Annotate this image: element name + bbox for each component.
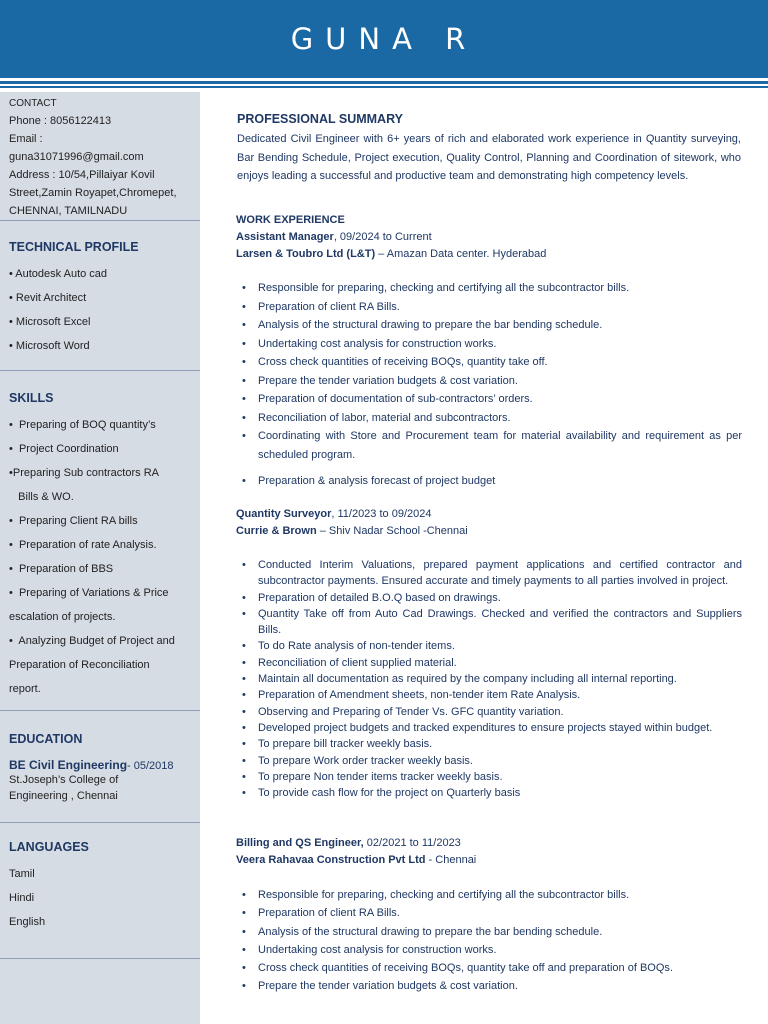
skill-line: Preparation of Reconciliation <box>9 659 150 671</box>
section-divider <box>0 370 200 371</box>
job-bullet: • Preparation of Amendment sheets, non-tender item Rate Analysis. <box>242 687 742 703</box>
section-divider <box>0 822 200 823</box>
header-stripe <box>0 78 768 88</box>
section-divider <box>0 220 200 221</box>
section-divider <box>0 710 200 711</box>
technical-profile-heading: TECHNICAL PROFILE <box>9 240 139 254</box>
language-item: Tamil <box>9 868 35 880</box>
job-company-line <box>236 523 742 539</box>
work-experience-block <box>236 212 742 262</box>
contact-section <box>9 96 199 220</box>
contact-email-label: Email : <box>9 133 43 145</box>
job-bullet: • To prepare Non tender items tracker weekly basis. <box>242 769 742 785</box>
job-bullet: • Preparation of client RA Bills. <box>242 904 742 922</box>
stripe-line <box>0 81 768 84</box>
technical-profile-item: • Microsoft Word <box>9 340 90 352</box>
job-company: Veera Rahavaa Construction Pvt Ltd <box>236 854 426 866</box>
skills-section <box>9 391 199 701</box>
job-bullet: • Prepare the tender variation budgets & cost variation. <box>242 372 742 391</box>
skill-line: report. <box>9 683 41 695</box>
job-bullet: • Preparation of client RA Bills. <box>242 298 742 317</box>
job-bullet: • Analysis of the structural drawing to prepare the bar bending schedule. <box>242 923 742 941</box>
job-bullet: • Observing and Preparing of Tender Vs. GFC quantity variation. <box>242 704 742 720</box>
job-bullet: • Quantity Take off from Auto Cad Drawings. Checked and verified the contractors and Suppliers Bills. <box>242 606 742 639</box>
job-dates: , 11/2023 to 09/2024 <box>331 508 432 520</box>
skills-heading: SKILLS <box>9 391 54 405</box>
job-bullet: • Analysis of the structural drawing to prepare the bar bending schedule. <box>242 316 742 335</box>
job-bullet: • Reconciliation of client supplied material. <box>242 655 742 671</box>
job-location: – Amazan Data center. Hyderabad <box>375 248 547 260</box>
job-bullet: • Developed project budgets and tracked expenditures to ensure projects stayed within budget. <box>242 720 742 736</box>
education-year: - 05/2018 <box>127 760 174 772</box>
job-bullet: • Cross check quantities of receiving BOQs, quantity take off and preparation of BOQs. <box>242 959 742 977</box>
job-company: Currie & Brown <box>236 525 317 537</box>
education-college: Engineering , Chennai <box>9 790 118 802</box>
job-location: – Shiv Nadar School -Chennai <box>316 525 468 537</box>
skill-line: • Preparation of BBS <box>9 563 114 575</box>
job-title: Billing and QS Engineer, <box>236 837 364 849</box>
sidebar <box>0 92 200 1024</box>
job-header <box>236 834 742 868</box>
languages-section <box>9 840 199 934</box>
job-bullet: • Responsible for preparing, checking and certifying all the subcontractor bills. <box>242 886 742 904</box>
contact-phone: Phone : 8056122413 <box>9 115 112 127</box>
job-bullet: • To do Rate analysis of non-tender items. <box>242 638 742 654</box>
job-bullet-list <box>242 279 742 491</box>
job-company-line <box>236 246 742 262</box>
skill-line: Bills & WO. <box>9 491 74 503</box>
skill-line: • Preparation of rate Analysis. <box>9 539 157 551</box>
education-college: St.Joseph’s College of <box>9 774 119 786</box>
job-dates: , 09/2024 to Current <box>333 231 432 243</box>
education-degree: BE Civil Engineering <box>9 758 128 772</box>
job-bullet: • Prepare the tender variation budgets & cost variation. <box>242 977 742 995</box>
job-bullet: • Maintain all documentation as required by the company including all internal reporting. <box>242 671 742 687</box>
job-bullet: • To provide cash flow for the project on Quarterly basis <box>242 785 742 801</box>
contact-address-line: Street,Zamin Royapet,Chromepet, <box>9 187 177 199</box>
job-bullet: • Preparation of detailed B.O.Q based on drawings. <box>242 590 742 606</box>
job-bullet: • Cross check quantities of receiving BOQs, quantity take off. <box>242 353 742 372</box>
skill-line: • Project Coordination <box>9 443 119 455</box>
job-title-line <box>236 834 742 852</box>
job-bullet: • Undertaking cost analysis for construction works. <box>242 941 742 959</box>
header-banner <box>0 0 768 78</box>
job-title-line <box>236 505 742 523</box>
job-bullet: • Conducted Interim Valuations, prepared payment applications and certified contractor and subcontractor payments. Ensured accurate and timely payments to all parties involved in project. <box>242 557 742 590</box>
job-title-line <box>236 228 742 246</box>
skill-line: • Preparing of BOQ quantity’s <box>9 419 156 431</box>
job-bullet-list <box>242 557 742 801</box>
job-bullet: • Preparation of documentation of sub-contractors’ orders. <box>242 390 742 409</box>
work-experience-heading: WORK EXPERIENCE <box>236 214 345 226</box>
job-bullet: • Coordinating with Store and Procurement team for material availability and requirement as per scheduled program. <box>242 427 742 464</box>
job-bullet-list <box>242 886 742 996</box>
skill-line: escalation of projects. <box>9 611 116 623</box>
candidate-name: GUNA R <box>290 22 478 56</box>
contact-heading: CONTACT <box>9 98 57 109</box>
technical-profile-item: • Revit Architect <box>9 292 87 304</box>
education-heading: EDUCATION <box>9 732 83 746</box>
job-bullet: • Reconciliation of labor, material and subcontractors. <box>242 409 742 428</box>
job-bullet: • Responsible for preparing, checking and certifying all the subcontractor bills. <box>242 279 742 298</box>
language-item: English <box>9 916 46 928</box>
job-company: Larsen & Toubro Ltd (L&T) <box>236 248 376 260</box>
contact-address-line: CHENNAI, TAMILNADU <box>9 205 128 217</box>
skill-line: • Preparing Client RA bills <box>9 515 138 527</box>
summary-text: Dedicated Civil Engineer with 6+ years of rich and elaborated work experience in Quantity surveying, Bar Bending Schedule, Project execution, Quality Control, Planning and Coordination of sitework, who enjoys leading a successful and productive team and demonstrating high competency levels. <box>237 133 741 182</box>
technical-profile-section <box>9 240 199 358</box>
job-bullet: • To prepare bill tracker weekly basis. <box>242 736 742 752</box>
language-item: Hindi <box>9 892 35 904</box>
technical-profile-item: • Microsoft Excel <box>9 316 91 328</box>
contact-email[interactable]: guna31071996@gmail.com <box>9 151 144 163</box>
job-title: Quantity Surveyor <box>236 508 332 520</box>
job-header <box>236 505 742 539</box>
job-location: - Chennai <box>425 854 477 866</box>
languages-heading: LANGUAGES <box>9 840 89 854</box>
skill-line: • Analyzing Budget of Project and <box>9 635 175 647</box>
job-bullet: • Undertaking cost analysis for construction works. <box>242 335 742 354</box>
technical-profile-item: • Autodesk Auto cad <box>9 268 108 280</box>
job-title: Assistant Manager <box>236 231 334 243</box>
job-bullet: • To prepare Work order tracker weekly basis. <box>242 753 742 769</box>
job-bullet: • Preparation & analysis forecast of project budget <box>242 472 742 491</box>
section-divider <box>0 958 200 959</box>
skill-line: •Preparing Sub contractors RA <box>9 467 159 479</box>
summary-heading: PROFESSIONAL SUMMARY <box>237 112 403 126</box>
job-dates: 02/2021 to 11/2023 <box>363 837 461 849</box>
skill-line: • Preparing of Variations & Price <box>9 587 169 599</box>
job-company-line <box>236 852 742 868</box>
contact-address-line: Address : 10/54,Pillaiyar Kovil <box>9 169 155 181</box>
education-section <box>9 732 199 804</box>
stripe-line <box>0 86 768 88</box>
